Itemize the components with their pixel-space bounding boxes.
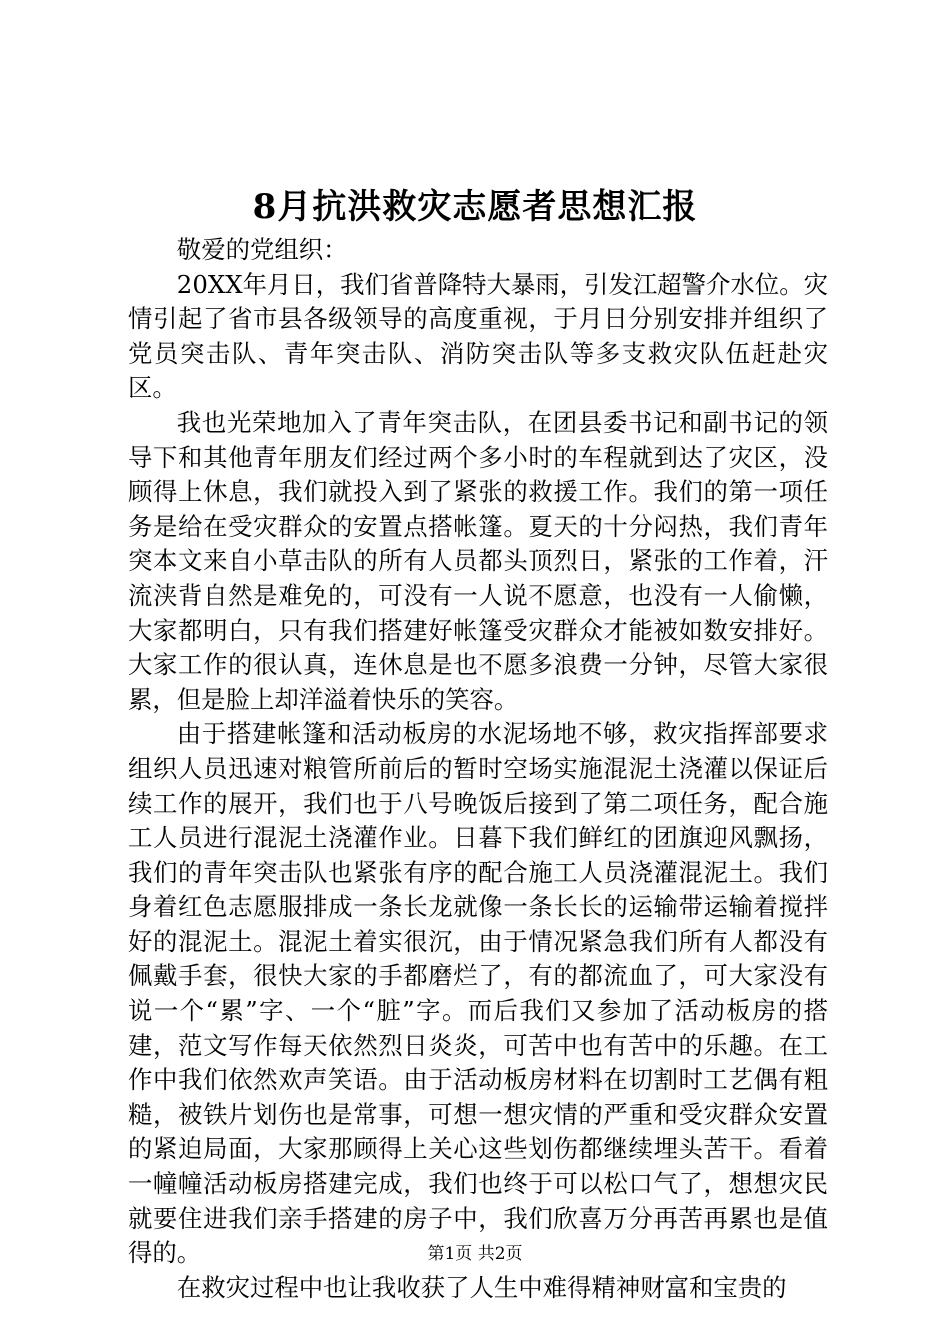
salutation: 敬爱的党组织： [176, 235, 348, 264]
paragraph-1: 20XX年月日，我们省普降特大暴雨，引发江超警介水位。灾情引起了省市县各级领导的高度重视，于月日分别安排并组织了党员突击队、青年突击队、消防突击队等多支救灾队伍赶赴灾区。 [128, 269, 828, 403]
document-body [128, 233, 828, 1305]
document-title: 8月抗洪救灾志愿者思想汇报 [252, 187, 698, 227]
paragraph-4: 在救灾过程中也让我收获了人生中难得精神财富和宝贵的 [176, 1272, 787, 1302]
page-footer: 第1页 共2页 [427, 1244, 523, 1264]
paragraph-3: 由于搭建帐篷和活动板房的水泥场地不够，救灾指挥部要求组织人员迅速对粮管所前后的暂时空场实施混泥土浇灌以保证后续工作的展开，我们也于八号晚饭后接到了第二项任务，配合施工人员进行混泥土浇灌作业。日暮下我们鲜红的团旗迎风飘扬，我们的青年突击队也紧张有序的配合施工人员浇灌混泥土。我们身着红色志愿服排成一条长龙就像一条长长的运输带运输着搅拌好的混泥土。混泥土着实很沉，由于情况紧急我们所有人都没有佩戴手套，很快大家的手都磨烂了，有的都流血了，可大家没有说一个“累”字、一个“脏”字。而后我们又参加了活动板房的搭建，范文写作每天依然烈日炎炎，可苦中也有苦中的乐趣。在工作中我们依然欢声笑语。由于活动板房材料在切割时工艺偶有粗糙，被铁片划伤也是常事，可想一想灾情的严重和受灾群众安置的紧迫局面，大家那顾得上关心这些划伤都继续埋头苦干。看着一幢幢活动板房搭建完成，我们也终于可以松口气了，想想灾民就要住进我们亲手搭建的房子中，我们欣喜万分再苦再累也是值得的。 [128, 719, 828, 1268]
paragraph-2: 我也光荣地加入了青年突击队，在团县委书记和副书记的领导下和其他青年朋友们经过两个多小时的车程就到达了灾区，没顾得上休息，我们就投入到了紧张的救援工作。我们的第一项任务是给在受灾群众的安置点搭帐篷。夏天的十分闷热，我们青年突本文来自小草击队的所有人员都头顶烈日，紧张的工作着，汗流浃背自然是难免的，可没有一人说不愿意，也没有一人偷懒，大家都明白，只有我们搭建好帐篷受灾群众才能被如数安排好。大家工作的很认真，连休息是也不愿多浪费一分钟，尽管大家很累，但是脸上却洋溢着快乐的笑容。 [128, 407, 828, 714]
